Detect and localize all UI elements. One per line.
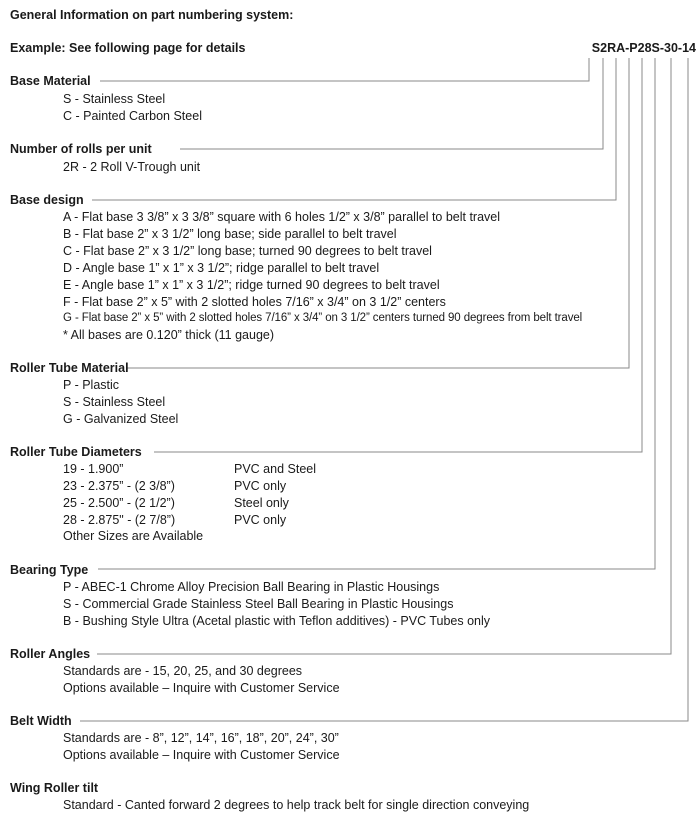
list-item: P - ABEC-1 Chrome Alloy Precision Ball Bearing in Plastic Housings xyxy=(63,580,440,594)
heading-number-of-rolls: Number of rolls per unit xyxy=(10,142,152,156)
diameter-material: PVC only xyxy=(234,479,287,493)
heading-roller-angles: Roller Angles xyxy=(10,647,91,661)
list-item: Options available – Inquire with Customer Service xyxy=(63,748,340,762)
list-item: F - Flat base 2” x 5” with 2 slotted holes 7/16” x 3/4” on 3 1/2” centers xyxy=(63,295,446,309)
diameter-note: Other Sizes are Available xyxy=(63,529,204,543)
list-item: G - Flat base 2” x 5” with 2 slotted holes 7/16” x 3/4” on 3 1/2” centers turned 90 degrees from belt travel xyxy=(63,312,583,324)
heading-roller-tube-diameters: Roller Tube Diameters xyxy=(10,445,142,459)
list-item: Options available – Inquire with Customer Service xyxy=(63,681,340,695)
list-item: Standards are - 8”, 12”, 14”, 16”, 18”, 20”, 24”, 30” xyxy=(63,731,339,745)
list-item: B - Flat base 2” x 3 1/2” long base; side parallel to belt travel xyxy=(63,227,397,241)
example-label: Example: See following page for details xyxy=(10,41,246,55)
list-item: B - Bushing Style Ultra (Acetal plastic with Teflon additives) - PVC Tubes only xyxy=(63,614,491,628)
list-item: * All bases are 0.120” thick (11 gauge) xyxy=(63,328,275,342)
leader-base-material xyxy=(100,58,589,81)
heading-roller-tube-material: Roller Tube Material xyxy=(10,361,129,375)
heading-belt-width: Belt Width xyxy=(10,714,72,728)
list-item: S - Commercial Grade Stainless Steel Ball Bearing in Plastic Housings xyxy=(63,597,454,611)
heading-bearing-type: Bearing Type xyxy=(10,563,89,577)
list-item: G - Galvanized Steel xyxy=(63,412,179,426)
heading-base-design: Base design xyxy=(10,193,84,207)
leader-roller-angles xyxy=(97,58,671,654)
list-item: P - Plastic xyxy=(63,378,120,392)
diameter-size: 23 - 2.375” - (2 3/8”) xyxy=(63,479,175,493)
list-item: Standard - Canted forward 2 degrees to help track belt for single direction conveying xyxy=(63,798,530,812)
diameter-size: 25 - 2.500” - (2 1/2”) xyxy=(63,496,175,510)
list-item: 2R - 2 Roll V-Trough unit xyxy=(63,160,201,174)
diameter-material: Steel only xyxy=(234,496,289,510)
list-item: S - Stainless Steel xyxy=(63,92,166,106)
leader-base-design xyxy=(92,58,616,200)
list-item: D - Angle base 1” x 1” x 3 1/2”; ridge parallel to belt travel xyxy=(63,261,380,275)
heading-base-material: Base Material xyxy=(10,74,91,88)
diameter-size: 28 - 2.875" - (2 7/8”) xyxy=(63,513,176,527)
list-item: A - Flat base 3 3/8” x 3 3/8” square with 6 holes 1/2” x 3/8” parallel to belt travel xyxy=(63,210,501,224)
heading-wing-roller-tilt: Wing Roller tilt xyxy=(10,781,99,795)
diameter-material: PVC only xyxy=(234,513,287,527)
diameter-material: PVC and Steel xyxy=(234,462,316,476)
leader-rolls xyxy=(180,58,603,149)
list-item: E - Angle base 1” x 1” x 3 1/2”; ridge turned 90 degrees to belt travel xyxy=(63,278,440,292)
list-item: C - Flat base 2” x 3 1/2” long base; turned 90 degrees to belt travel xyxy=(63,244,432,258)
list-item: S - Stainless Steel xyxy=(63,395,166,409)
diameter-size: 19 - 1.900” xyxy=(63,462,124,476)
part-number-code: S2RA-P28S-30-14 xyxy=(591,41,696,55)
list-item: Standards are - 15, 20, 25, and 30 degrees xyxy=(63,664,303,678)
page-title: General Information on part numbering system: xyxy=(10,8,294,22)
list-item: C - Painted Carbon Steel xyxy=(63,109,202,123)
